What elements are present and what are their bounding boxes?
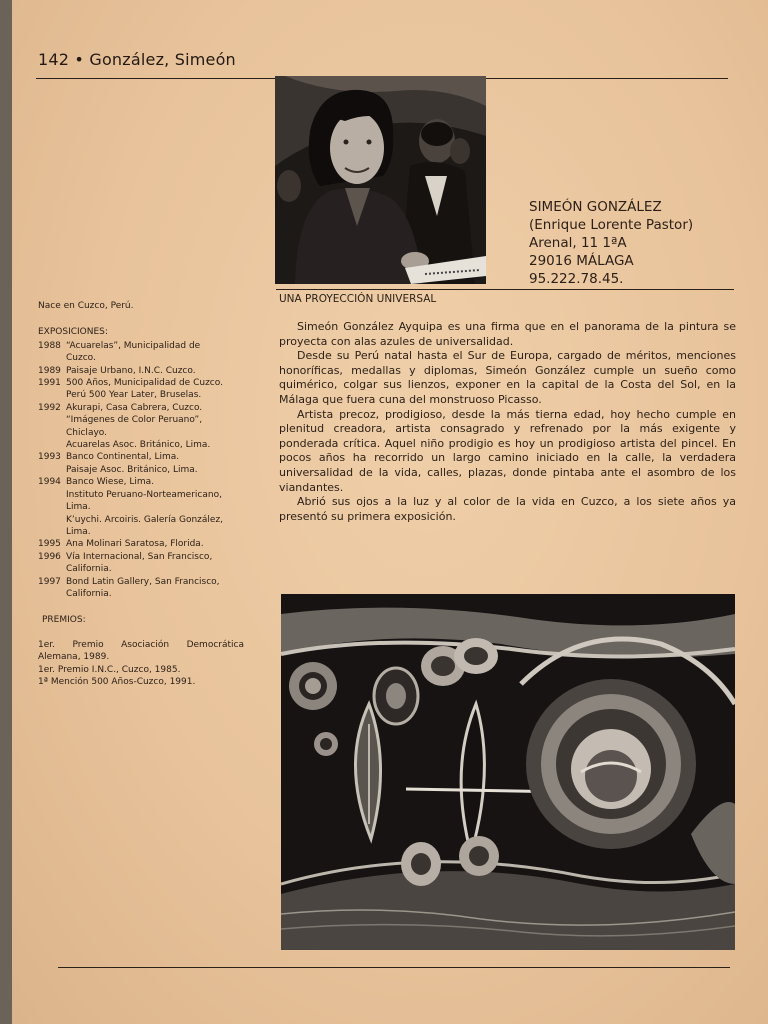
artwork-illustration <box>281 594 735 950</box>
contact-name: SIMEÓN GONZÁLEZ <box>529 199 662 215</box>
exhibition-line: Ana Molinari Saratosa, Florida. <box>66 539 204 550</box>
exhibition-entry <box>38 451 244 476</box>
exhibition-line: Lima. <box>66 526 91 537</box>
exhibition-line: Instituto Peruano-Norteamericano, <box>66 489 222 500</box>
exhibition-year: 1991 <box>38 378 61 389</box>
exhibition-details <box>66 451 244 476</box>
contact-real-name: (Enrique Lorente Pastor) <box>529 217 694 233</box>
exhibition-entry <box>38 377 244 402</box>
artist-portrait-photo <box>275 76 486 284</box>
exhibition-line: Paisaje Urbano, I.N.C. Cuzco. <box>66 365 196 376</box>
artwork-reproduction <box>281 594 735 950</box>
exhibition-line: Banco Continental, Lima. <box>66 452 180 463</box>
exhibition-entry <box>38 402 244 452</box>
exhibition-line: Chiclayo. <box>66 427 107 438</box>
exhibition-line: 500 Años, Municipalidad de Cuzco. <box>66 378 223 389</box>
exhibition-year: 1993 <box>38 452 61 463</box>
birthplace-text: Nace en Cuzco, Perú. <box>38 301 134 311</box>
prize-entry: 1er. Premio Asociación Democrática Alemana, 1989. <box>38 639 244 663</box>
article-paragraph: Abrió sus ojos a la luz y al color de la vida en Cuzco, a los siete años ya presentó su primera exposición. <box>279 495 736 523</box>
exhibition-details <box>66 551 244 576</box>
exhibition-details <box>66 576 244 601</box>
article-paragraph: Desde su Perú natal hasta el Sur de Europa, cargado de méritos, menciones honoríficas, medallas y diplomas, Simeón González cumple un sueño como quimérico, colgar sus lienzos, exponer en la capital de la Costa del Sol, en la Málaga que fuera cuna del monstruoso Picasso. <box>279 349 736 406</box>
exhibition-entry <box>38 365 244 377</box>
exhibition-details <box>66 365 244 377</box>
exhibition-year: 1996 <box>38 551 61 562</box>
exhibitions-heading: EXPOSICIONES: <box>38 327 108 338</box>
exhibition-line: Paisaje Asoc. Británico, Lima. <box>66 464 198 475</box>
prize-entry: 1ª Mención 500 Años-Cuzco, 1991. <box>38 676 196 687</box>
exhibition-line: California. <box>66 564 112 575</box>
exhibition-year: 1988 <box>38 340 61 351</box>
prize-entry: 1er. Premio I.N.C., Cuzco, 1985. <box>38 664 181 675</box>
contact-city: 29016 MÁLAGA <box>529 253 634 269</box>
exhibition-entry <box>38 551 244 576</box>
exhibition-line: Acuarelas Asoc. Británico, Lima. <box>66 440 211 451</box>
exhibition-line: Lima. <box>66 502 91 513</box>
exhibition-entry <box>38 576 244 601</box>
exhibition-details <box>66 402 244 452</box>
exhibition-entry <box>38 476 244 538</box>
exhibition-line: Vía Internacional, San Francisco, <box>66 551 213 562</box>
prizes-heading: PREMIOS: <box>42 615 86 626</box>
exhibition-line: “Acuarelas”, Municipalidad de <box>66 340 201 351</box>
biography-sidebar <box>38 300 244 688</box>
contact-block <box>529 198 693 288</box>
portrait-illustration <box>275 76 486 284</box>
exhibition-details <box>66 340 244 365</box>
article-paragraph: Artista precoz, prodigioso, desde la más tierna edad, hoy hecho cumple en plenitud creadora, artista consagrado y refrenado por la más exigente y ponderada crítica. Aquel niño prodigio es hoy un prodigioso artista del pincel. En pocos años ha recorrido un largo camino iniciado en la calle, la verdadera universalidad de la vida, calles, plazas, donde pintaba ante el asombro de los viandantes. <box>279 407 736 494</box>
exhibition-details <box>66 476 244 538</box>
catalog-page <box>12 0 768 1024</box>
exhibition-year: 1989 <box>38 365 61 376</box>
exhibition-year: 1997 <box>38 576 61 587</box>
exhibition-year: 1992 <box>38 402 61 413</box>
prizes-list <box>38 639 244 689</box>
exhibition-line: Akurapi, Casa Cabrera, Cuzco. <box>66 402 203 413</box>
exhibition-year: 1995 <box>38 539 61 550</box>
exhibition-entry <box>38 538 244 550</box>
exhibitions-list <box>38 340 244 601</box>
exhibition-line: Perú 500 Year Later, Bruselas. <box>66 390 202 401</box>
exhibition-line: California. <box>66 588 112 599</box>
exhibition-entry <box>38 340 244 365</box>
article-body <box>279 320 736 524</box>
exhibition-year: 1994 <box>38 477 61 488</box>
contact-phone: 95.222.78.45. <box>529 271 624 287</box>
contact-street: Arenal, 11 1ªA <box>529 235 627 251</box>
page-header: 142 • González, Simeón <box>38 50 236 69</box>
footer-rule <box>58 967 730 968</box>
exhibition-line: Cuzco. <box>66 353 96 364</box>
exhibition-line: Banco Wiese, Lima. <box>66 477 155 488</box>
exhibition-details <box>66 538 244 550</box>
article-paragraph: Simeón González Ayquipa es una firma que en el panorama de la pintura se proyecta con alas azules de universalidad. <box>279 320 736 348</box>
exhibition-line: “Imágenes de Color Peruano”, <box>66 415 203 426</box>
article-title: UNA PROYECCIÓN UNIVERSAL <box>279 293 437 305</box>
exhibition-line: K’uychi. Arcoiris. Galería González, <box>66 514 224 525</box>
article-rule <box>276 289 734 290</box>
exhibition-details <box>66 377 244 402</box>
exhibition-line: Bond Latin Gallery, San Francisco, <box>66 576 220 587</box>
